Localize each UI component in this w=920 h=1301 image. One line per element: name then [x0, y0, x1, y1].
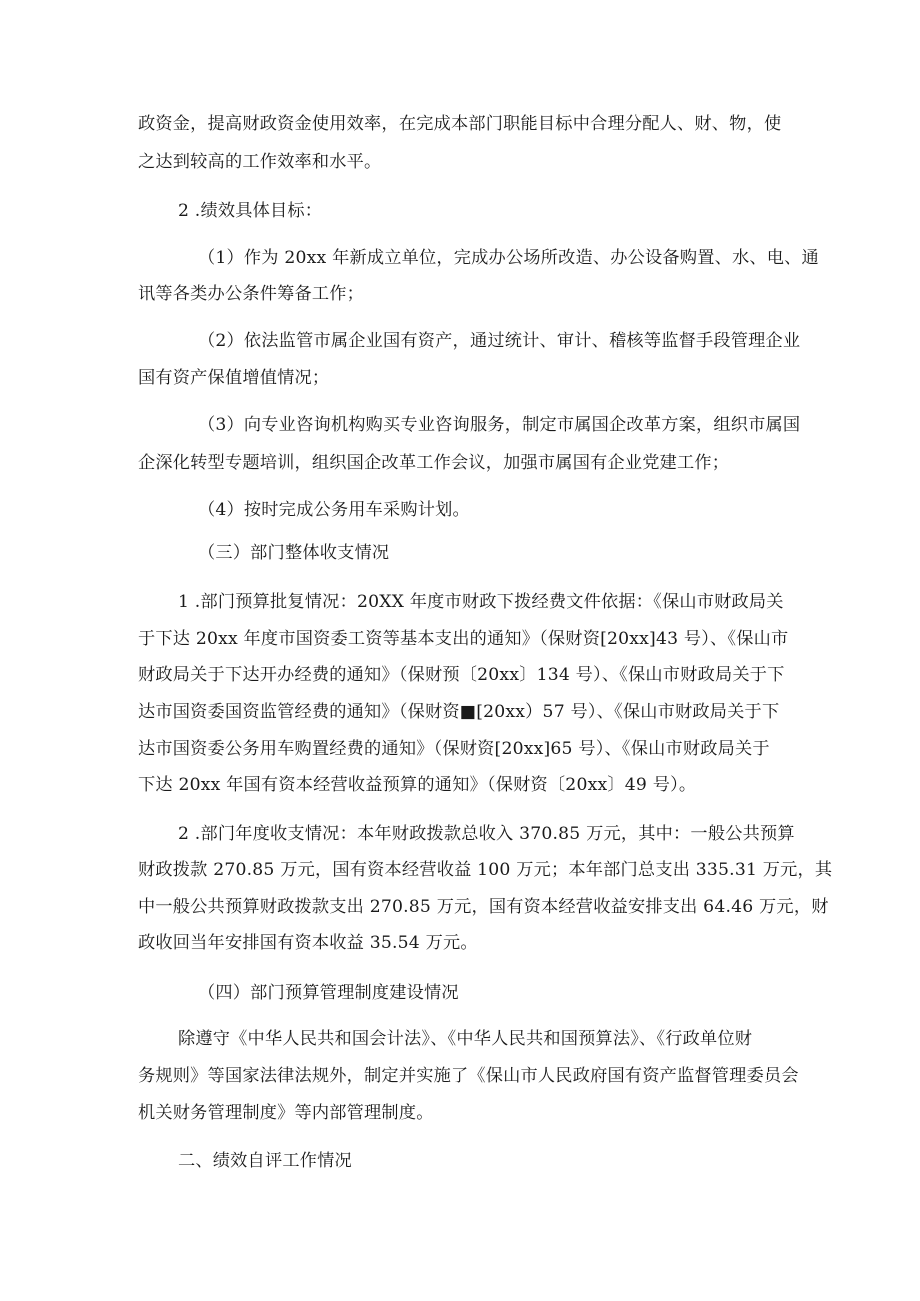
paragraph-line: 之达到较高的工作效率和水平。 [138, 152, 382, 172]
paragraph-line: （2）依法监管市属企业国有资产，通过统计、审计、稽核等监督手段管理企业 [198, 331, 801, 351]
paragraph-line: 中一般公共预算财政拨款支出 270.85 万元，国有资本经营收益安排支出 64.46 万元，财 [138, 897, 829, 917]
paragraph-line: 达市国资委国资监管经费的通知》（保财资■[20xx）57 号）、《保山市财政局关于下 [138, 702, 780, 722]
section-heading: （四）部门预算管理制度建设情况 [198, 983, 459, 1003]
paragraph-line: 下达 20xx 年国有资本经营收益预算的通知》（保财资〔20xx〕49 号）。 [138, 775, 697, 795]
paragraph-line: （3）向专业咨询机构购买专业咨询服务，制定市属国企改革方案，组织市属国 [198, 415, 801, 435]
paragraph-line: 财政局关于下达开办经费的通知》（保财预〔20xx〕134 号）、《保山市财政局关于下 [138, 665, 785, 685]
paragraph-line: 务规则》等国家法律法规外，制定并实施了《保山市人民政府国有资产监督管理委员会 [138, 1066, 799, 1086]
section-heading: 二、绩效自评工作情况 [178, 1151, 352, 1171]
paragraph-line: 达市国资委公务用车购置经费的通知》（保财资[20xx]65 号）、《保山市财政局关于 [138, 739, 770, 759]
paragraph-line: （4）按时完成公务用车采购计划。 [198, 500, 470, 520]
paragraph-line: 于下达 20xx 年度市国资委工资等基本支出的通知》（保财资[20xx]43 号）、《保山市 [138, 629, 789, 649]
paragraph-line: （1）作为 20xx 年新成立单位，完成办公场所改造、办公设备购置、水、电、通 [198, 248, 819, 268]
paragraph-line: 政收回当年安排国有资本收益 35.54 万元。 [138, 933, 478, 953]
paragraph-line: 政资金，提高财政资金使用效率，在完成本部门职能目标中合理分配人、财、物，使 [138, 114, 782, 134]
paragraph-line: 财政拨款 270.85 万元，国有资本经营收益 100 万元；本年部门总支出 335.31 万元，其 [138, 860, 833, 880]
paragraph-line: 1 .部门预算批复情况：20XX 年度市财政下拨经费文件依据：《保山市财政局关 [178, 592, 784, 612]
paragraph-line: 2 .部门年度收支情况：本年财政拨款总收入 370.85 万元，其中：一般公共预算 [178, 824, 795, 844]
section-heading: （三）部门整体收支情况 [198, 543, 390, 563]
paragraph-line: 除遵守《中华人民共和国会计法》、《中华人民共和国预算法》、《行政单位财 [178, 1029, 753, 1049]
paragraph-line: 机关财务管理制度》等内部管理制度。 [138, 1103, 434, 1123]
paragraph-line: 讯等各类办公条件筹备工作； [138, 284, 365, 304]
paragraph-line: 企深化转型专题培训，组织国企改革工作会议，加强市属国有企业党建工作； [138, 453, 730, 473]
paragraph-line: 国有资产保值增值情况； [138, 368, 330, 388]
section-heading: 2 .绩效具体目标： [178, 201, 323, 221]
